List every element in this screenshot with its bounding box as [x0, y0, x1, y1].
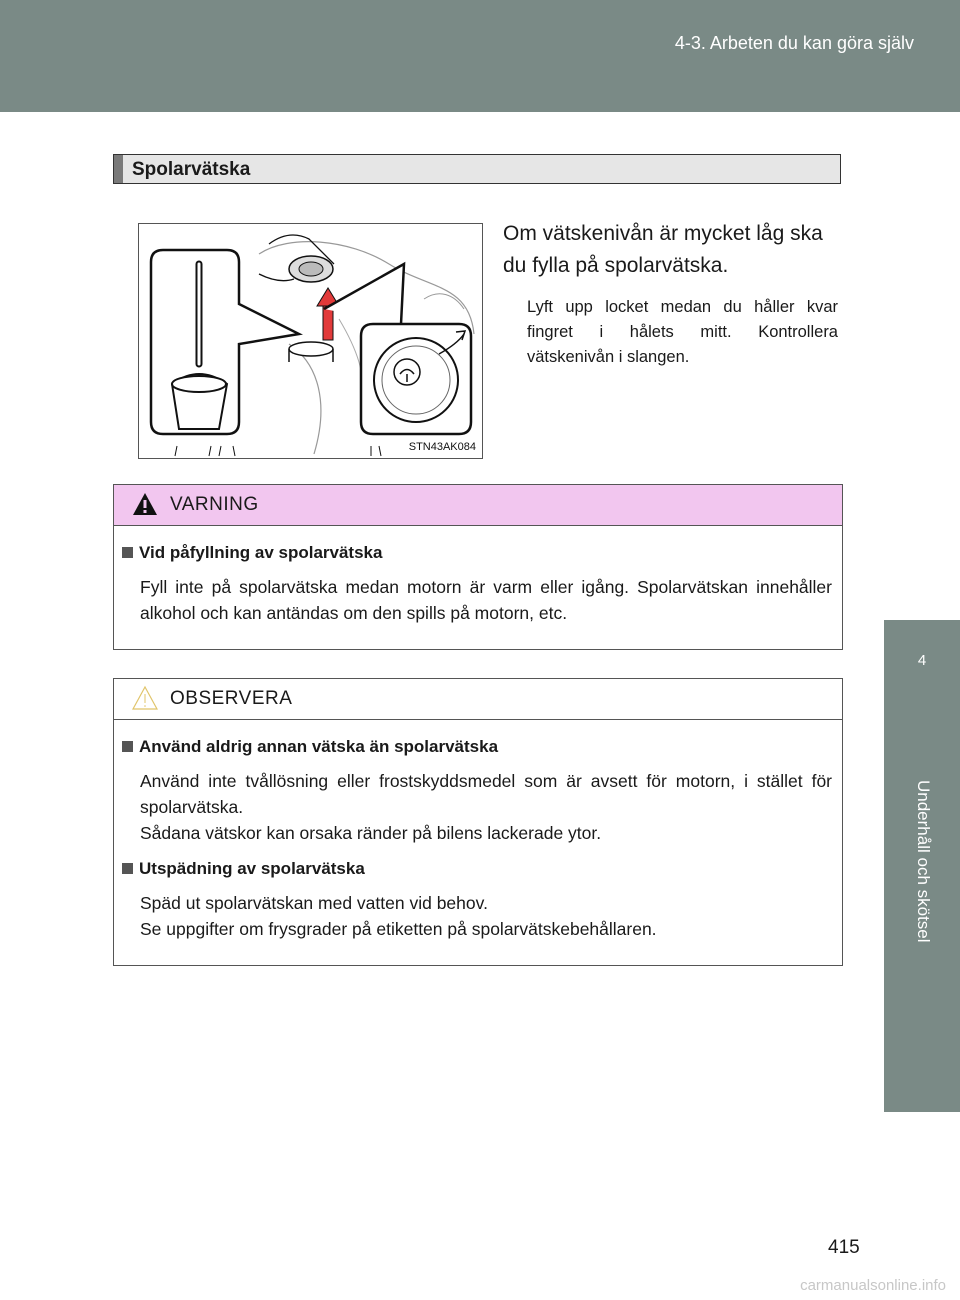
section-heading — [113, 154, 841, 184]
warning-item-title: Vid påfyllning av spolarvätska — [122, 543, 382, 563]
notice-header — [114, 679, 842, 720]
notice-item-body: Späd ut spolarvätskan med vatten vid behov. Se uppgifter om frysgrader på etiketten på spolarvätskebehållaren. — [140, 893, 657, 939]
notice-item-title: Använd aldrig annan vätska än spolarvätska — [122, 737, 498, 757]
warning-icon — [132, 491, 158, 517]
warning-header — [114, 485, 842, 526]
illustration — [138, 223, 483, 459]
notice-item-title: Utspädning av spolarvätska — [122, 859, 365, 879]
watermark: carmanualsonline.info — [800, 1277, 946, 1294]
intro-detail: Lyft upp locket medan du håller kvar fingret i hålets mitt. Kontrollera vätskenivån i slangen. — [527, 298, 838, 366]
bullet-square-icon — [122, 863, 133, 874]
notice-box — [113, 678, 843, 966]
intro-text: Om vätskenivån är mycket låg ska du fylla på spolarvätska. — [503, 222, 823, 277]
bullet-square-icon — [122, 547, 133, 558]
warning-item-body: Fyll inte på spolarvätska medan motorn är varm eller igång. Spolarvätskan innehåller alkohol och kan antändas om den spills på motorn, etc. — [140, 577, 832, 623]
page-number: 415 — [828, 1237, 860, 1258]
header-band — [0, 0, 960, 112]
caution-icon — [132, 685, 158, 711]
warning-box — [113, 484, 843, 650]
heading-bar — [114, 155, 123, 183]
chapter-label: Underhåll och skötsel — [914, 780, 933, 943]
figure-code: STN43AK084 — [408, 441, 476, 453]
chapter-number: 4 — [917, 652, 927, 669]
running-header: 4-3. Arbeten du kan göra själv — [674, 33, 914, 53]
warning-label: VARNING — [170, 494, 259, 515]
bullet-square-icon — [122, 741, 133, 752]
chapter-tab[interactable] — [884, 620, 960, 712]
washer-reservoir-illustration — [139, 224, 482, 458]
notice-label: OBSERVERA — [170, 688, 293, 709]
notice-item-body: Använd inte tvållösning eller frostskyddsmedel som är avsett för motorn, i stället för spolarvätska. Sådana vätskor kan orsaka ränder på bilens lackerade ytor. — [140, 771, 832, 843]
section-title: Spolarvätska — [132, 159, 251, 180]
